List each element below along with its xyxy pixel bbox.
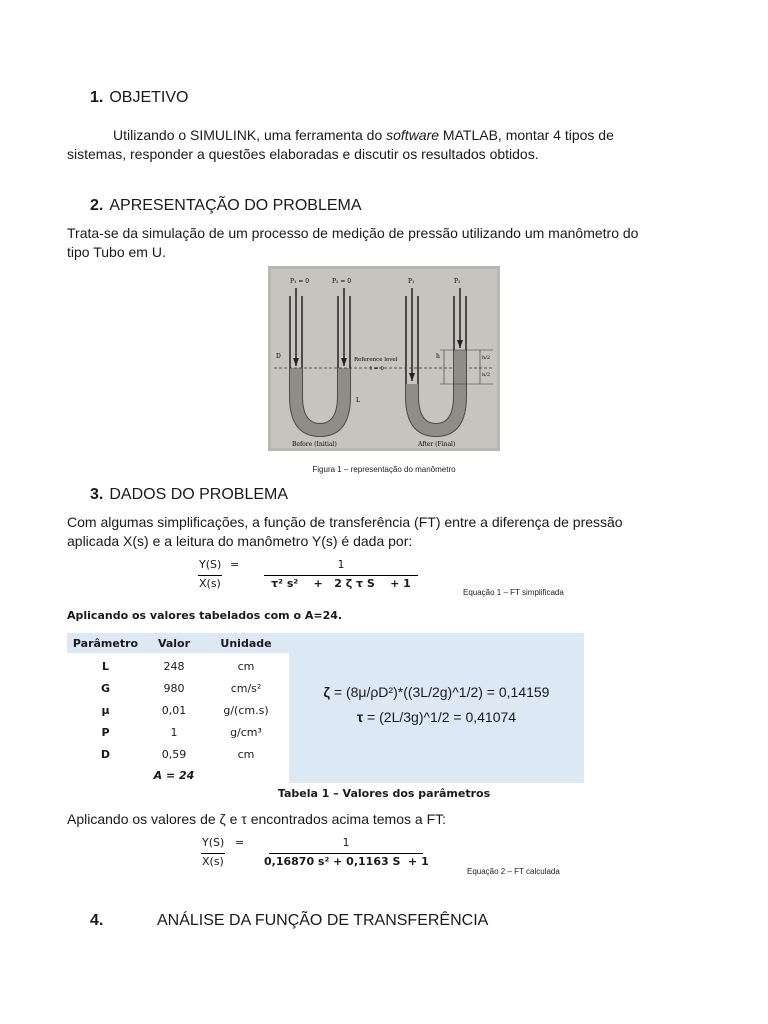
label-t0: t = 0 [370,366,384,372]
label-p1-right: P₁ [408,278,415,285]
header-unidade: Unidade [220,637,272,650]
eq1-rhs-denominator: τ² s² + 2 ζ τ S + 1 [271,577,411,590]
eq1-lhs-rule [198,575,222,576]
eq2-rhs-denominator: 0,16870 s² + 0,1163 S + 1 [264,855,429,868]
section-3-paragraph: Com algumas simplificações, a função de transferência (FT) entre a diferença de pressão aplicada X(s) e a leitura do manômetro Y(s) é dada por: [67,514,623,549]
section-2-paragraph: Trata-se da simulação de um processo de medição de pressão utilizando um manômetro do tipo Tubo em U. [67,225,639,260]
table-header-band [67,633,584,653]
eq2-rhs-numerator: 1 [342,836,350,849]
label-h2-b: h/2 [482,372,491,378]
label-h: h [436,353,440,360]
label-reference-level: Reference level [354,357,398,363]
table-row-value: 980 [163,682,185,695]
section-1-paragraph: Utilizando o SIMULINK, uma ferramenta do software MATLAB, montar 4 tipos de sistemas, responder a questões elaboradas e discutir os resultados obtidos. [67,127,614,162]
table-caption: Tabela 1 – Valores dos parâmetros [277,787,491,800]
table-row-value: 1 [170,726,178,739]
table-row-value: 0,01 [161,704,187,717]
eq2-caption: Equação 2 – FT calculada [467,867,560,876]
table-row-unit: cm [237,748,255,761]
table-row-unit: cm/s² [230,682,262,695]
label-p1-left: P₁ = 0 [290,278,310,285]
section-2-heading: 2. APRESENTAÇÃO DO PROBLEMA [90,197,362,214]
label-h2-a: h/2 [482,355,491,361]
table-row-unit: cm [237,660,255,673]
table-row-unit: g/cm³ [230,726,262,739]
eq1-equals: = [230,558,240,571]
header-parametro: Parâmetro [72,637,139,650]
header-valor: Valor [157,637,191,650]
eq2-lhs-numerator: Y(S) [202,836,225,849]
figure-caption: Figura 1 – representação do manômetro [312,465,456,474]
label-l: L [356,397,360,404]
label-before: Before (Initial) [292,441,337,448]
table-row-param: μ [101,704,110,717]
table-row-param: G [100,682,111,695]
eq1-rhs-rule [264,575,418,576]
eq2-rhs-rule [269,853,423,854]
eq1-lhs-numerator: Y(S) [199,558,222,571]
table-row-value: 0,59 [161,748,187,761]
table-row-param: L [101,660,109,673]
tau-formula: τ = (2L/3g)^1/2 = 0,41074 [356,709,517,725]
eq1-caption: Equação 1 – FT simplificada [463,588,564,597]
manometer-figure [268,266,500,451]
section-1-heading: 1. OBJETIVO [90,89,189,106]
eq2-lhs-rule [201,853,225,854]
table-row-param: D [100,748,111,761]
label-p2-left: P₂ = 0 [332,278,352,285]
table-row-value: 248 [163,660,185,673]
eq1-lhs-denominator: X(s) [199,577,221,590]
zeta-formula: ζ = (8μ/ρD²)*((3L/2g)^1/2) = 0,14159 [323,684,550,700]
section-3-heading: 3. DADOS DO PROBLEMA [90,486,289,503]
section-4-heading: 4. [90,912,104,929]
eq2-lhs-denominator: X(s) [202,855,224,868]
label-after: After (Final) [418,441,456,448]
table-row-unit: g/(cm.s) [223,704,269,717]
label-d: D [276,353,281,360]
applying-zeta-tau-paragraph: Aplicando os valores de ζ e τ encontrados acima temos a FT: [67,811,447,827]
eq2-equals: = [235,836,245,849]
applying-values-label: Aplicando os valores tabelados com o A=24. [67,609,343,622]
label-p2-right: P₂ [454,278,461,285]
table-row-param: P [101,726,110,739]
table-footer-a: A = 24 [153,769,195,782]
eq1-rhs-numerator: 1 [337,558,345,571]
section-4-title: ANÁLISE DA FUNÇÃO DE TRANSFERÊNCIA [157,912,489,929]
